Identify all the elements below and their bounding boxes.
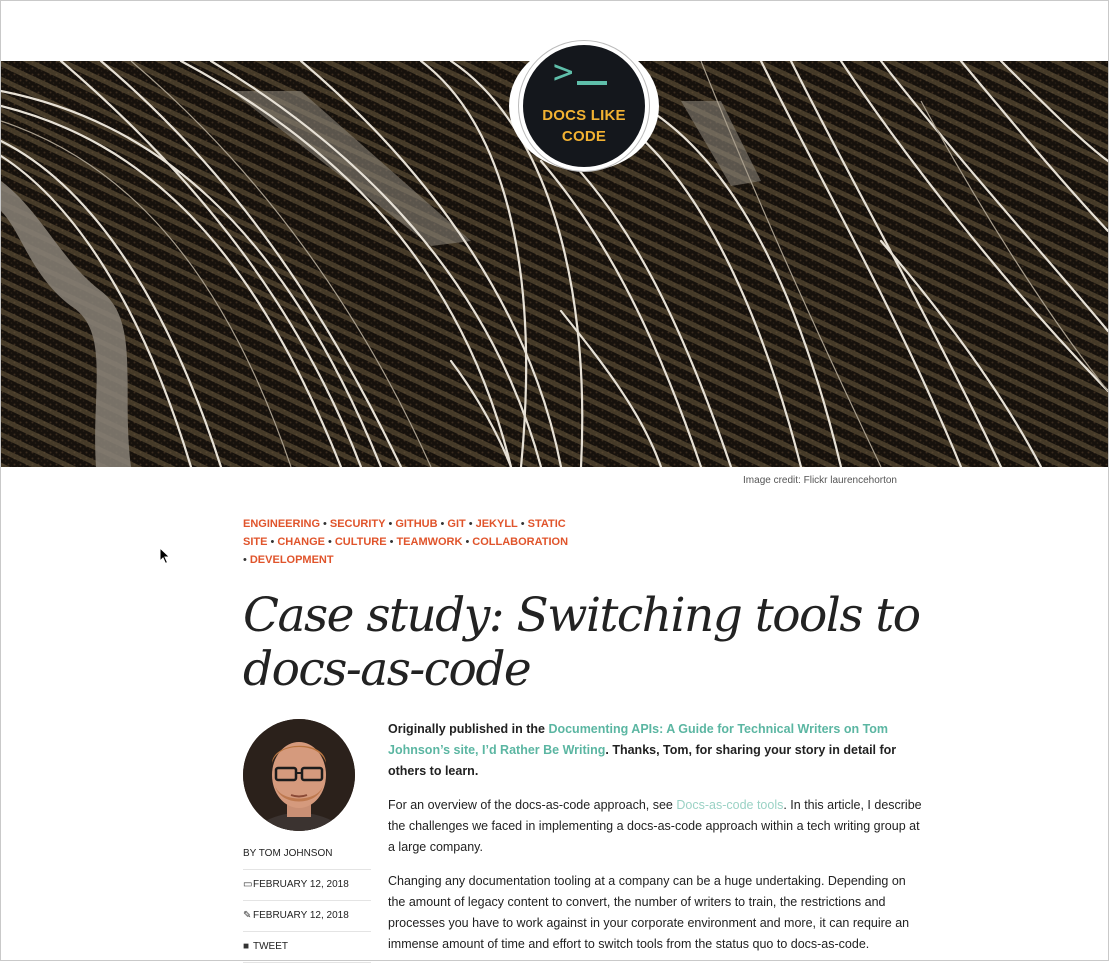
tag-static-site[interactable]: STATIC SITE [243, 518, 566, 548]
tag-github[interactable]: GITHUB [395, 518, 438, 530]
updated-date: ✎ FEBRUARY 12, 2018 [243, 901, 371, 932]
tag-separator: • [327, 536, 332, 548]
twitter-icon: ■ [243, 941, 250, 952]
site-logo[interactable] [519, 41, 649, 171]
tag-separator: • [243, 554, 247, 566]
tag-collaboration[interactable]: COLLABORATION [472, 536, 569, 548]
tag-change[interactable]: CHANGE [277, 536, 325, 548]
tag-separator: • [440, 518, 445, 530]
terminal-prompt-icon: > [553, 55, 607, 89]
paragraph-overview: For an overview of the docs-as-code approach, see Docs-as-code tools. In this article, I describe the challenges we faced in implementing a docs-as-code approach within a tech writing group at a large company. [388, 798, 922, 854]
tag-culture[interactable]: CULTURE [334, 536, 387, 548]
article-title-line-1: Case study: Switching tools to [243, 588, 920, 643]
article-meta [243, 839, 371, 963]
tag-list [243, 515, 883, 569]
logo-line-2: CODE [561, 128, 607, 145]
logo-line-1: DOCS LIKE [542, 107, 626, 124]
image-credit: Image credit: Flickr laurencehorton [743, 475, 897, 486]
author-portrait [243, 719, 355, 831]
tag-jekyll[interactable]: JEKYLL [475, 518, 518, 530]
calendar-icon: ▭ [243, 879, 253, 890]
article-title [243, 589, 923, 697]
tweet-link[interactable]: ■ TWEET [243, 932, 371, 963]
source-link[interactable]: Documenting APIs: A Guide for Technical Writers on Tom Johnson’s site, I’d Rather Be Writing [388, 722, 889, 757]
tag-separator: • [270, 536, 275, 548]
pencil-icon: ✎ [243, 910, 252, 921]
author-avatar [243, 719, 355, 831]
published-date: ▭FEBRUARY 12, 2018 [243, 870, 371, 901]
tag-separator: • [389, 536, 394, 548]
tag-separator: • [465, 536, 470, 548]
tag-separator: • [468, 518, 473, 530]
tag-development[interactable]: DEVELOPMENT [249, 554, 334, 566]
paragraph-changing-tools: Changing any documentation tooling at a company can be a huge undertaking. Depending on the amount of legacy content to convert, the number of writers to train, the restrictions and processes you have to work against in your corporate environment and more, it can require an immense amount of time and effort to switch tools from the status quo to docs-as-code. [388, 874, 910, 951]
mouse-cursor-icon [159, 547, 171, 565]
tag-separator: • [323, 518, 327, 530]
article-body [388, 719, 922, 968]
tag-separator: • [520, 518, 525, 530]
tag-git[interactable]: GIT [447, 518, 466, 530]
article-title-line-2: docs-as-code [243, 642, 531, 697]
tag-separator: • [388, 518, 393, 530]
tag-teamwork[interactable]: TEAMWORK [396, 536, 463, 548]
author-byline: BY TOM JOHNSON [243, 839, 371, 870]
lead-paragraph: Originally published in the Documenting APIs: A Guide for Technical Writers on Tom Johnson’s site, I’d Rather Be Writing. Thanks, Tom, for sharing your story in detail for others to learn. [388, 722, 897, 778]
logo-text [523, 105, 645, 147]
tag-security[interactable]: SECURITY [329, 518, 386, 530]
docs-as-code-tools-link[interactable]: Docs-as-code tools [676, 798, 784, 812]
tag-engineering[interactable]: ENGINEERING [243, 518, 321, 530]
